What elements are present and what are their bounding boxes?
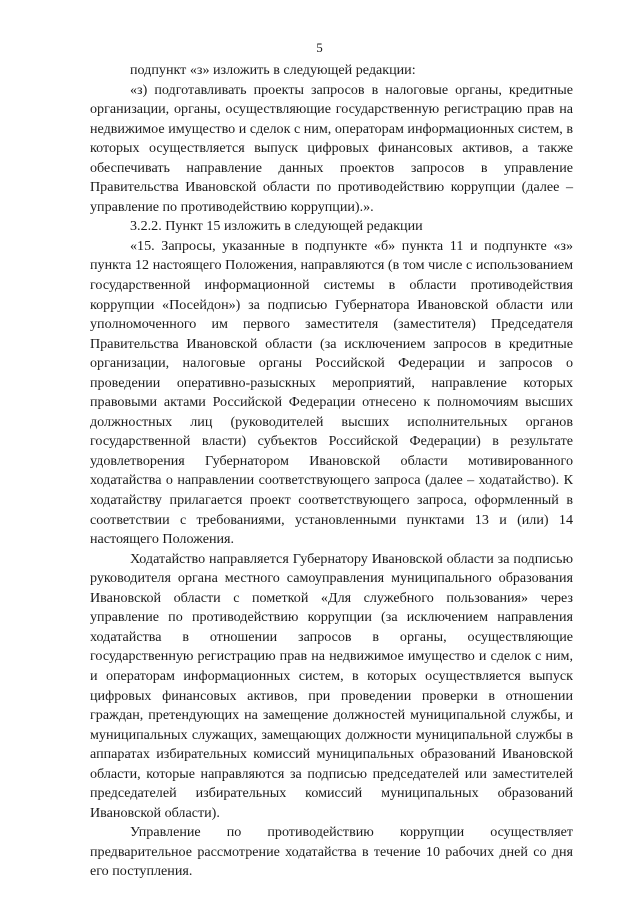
paragraph-subitem-z-text: «з) подготавливать проекты запросов в налоговые органы, кредитные организации, органы, осуществляющие государственную регистрацию прав на недвижимое имущество и сделок с ним, операторам информационных систем, в которых осуществляется выпуск цифровых финансовых активов, а также обеспечивать направление данных проектов запросов в управление Правительства Ивановской области по противодействию коррупции (далее – управление по противодействию коррупции).». (90, 81, 573, 215)
paragraph-review: Управление по противодействию коррупции осуществляет предварительное рассмотрение ходатайства в течение 10 рабочих дней со дня его поступления. (90, 824, 573, 880)
page-number: 5 (316, 40, 323, 55)
paragraph-item-15: «15. Запросы, указанные в подпункте «б» пункта 11 и подпункте «з» пункта 12 настоящего Положения, направляются (в том числе с использованием государственной информационной системы в области противодействия коррупции «Посейдон») за подписью Губернатора Ивановской области или уполномоченного им первого заместителя (заместителя) Председателя Правительства Ивановской области (за исключением запросов в кредитные организации, налоговые органы Российской Федерации и запросов о проведении оперативно-разыскных мероприятий, направление которых правовыми актами Российской Федерации отнесено к полномочиям высших должностных лиц (руководителей высших исполнительных органов государственной власти) субъектов Российской Федерации) в результате удовлетворения Губернатором Ивановской области мотивированного ходатайства о направлении соответствующего запроса (далее – ходатайство). К ходатайству прилагается проект соответствующего запроса, оформленный в соответствии с требованиями, установленными пунктами 13 и (или) 14 настоящего Положения. (90, 237, 573, 548)
paragraph-subitem-z-intro: подпункт «з» изложить в следующей редакции: (130, 62, 416, 78)
paragraph-petition: Ходатайство направляется Губернатору Ивановской области за подписью руководителя органа местного самоуправления муниципального образования Ивановской области с пометкой «Для служебного пользования» через управление по противодействию коррупции (за исключением направления ходатайства в отношении запросов в органы, осуществляющие государственную регистрацию прав на недвижимое имущество и сделок с ним, и операторам информационных систем, в которых осуществляется выпуск цифровых финансовых активов, при проведении проверки в отношении граждан, претендующих на замещение должностей муниципальной службы, и муниципальных служащих, замещающих должности муниципальной службы в аппаратах избирательных комиссий муниципальных образований Ивановской области, которые направляются за подписью председателей или заместителей председателей избирательных комиссий муниципальных образований Ивановской области). (90, 550, 573, 821)
paragraph-3-2-2: 3.2.2. Пункт 15 изложить в следующей редакции (130, 218, 423, 235)
document-body (90, 61, 573, 882)
